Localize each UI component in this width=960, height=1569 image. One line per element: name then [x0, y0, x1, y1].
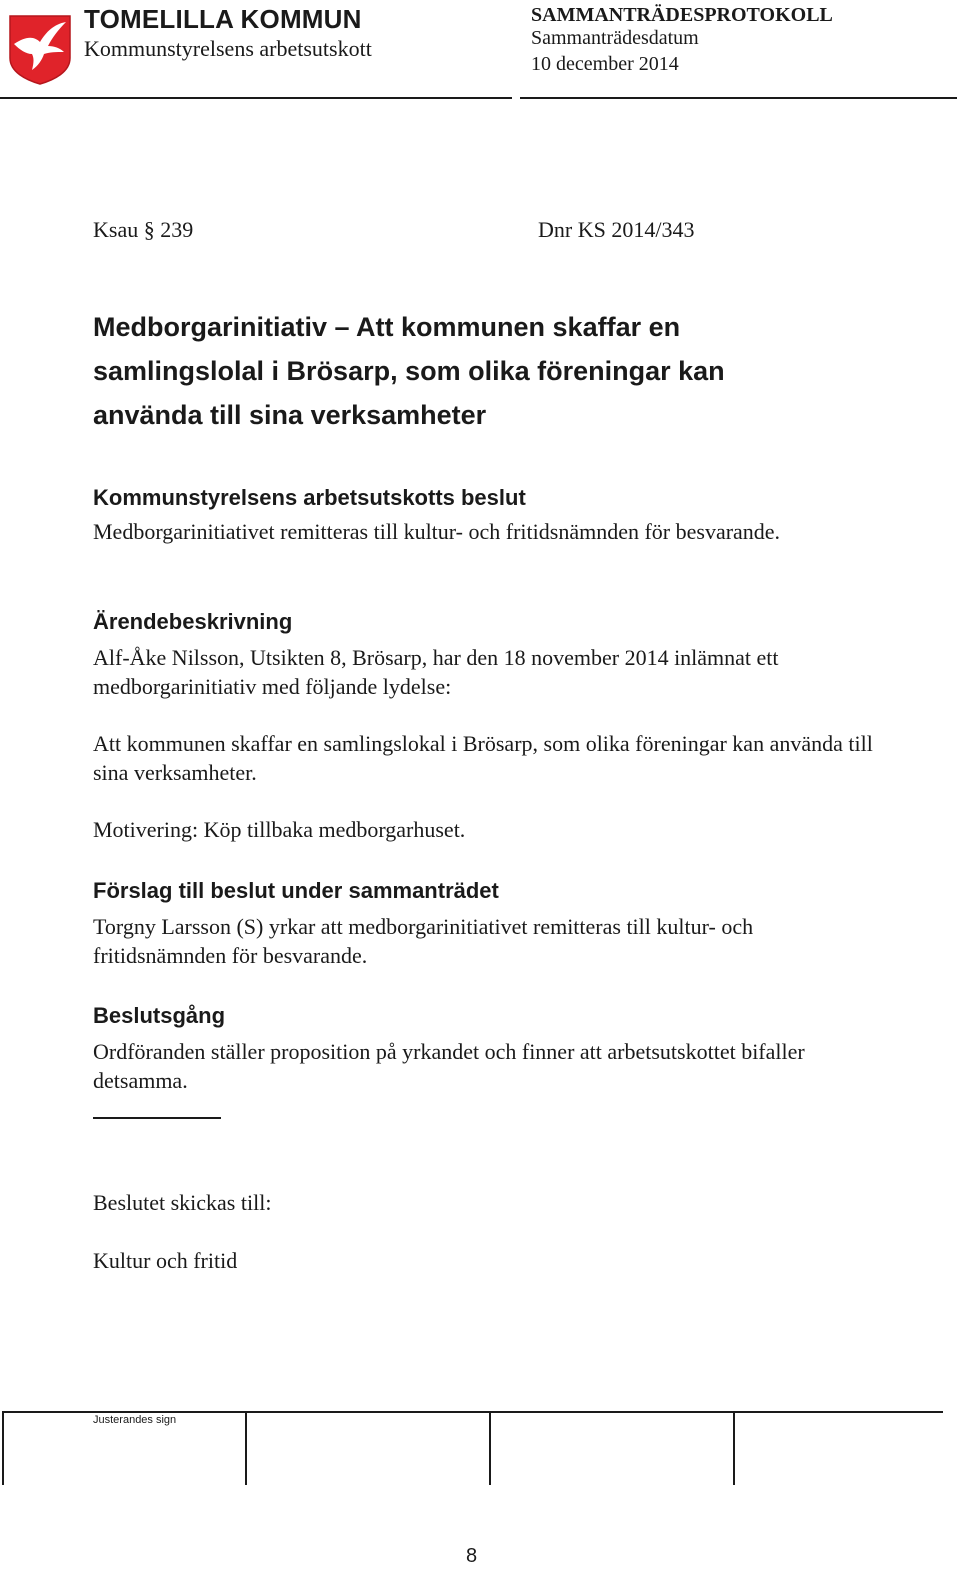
meeting-date-label: Sammanträdesdatum [531, 27, 699, 49]
organization-name: TOMELILLA KOMMUN [84, 4, 362, 34]
signature-cell [2, 1413, 4, 1485]
coat-of-arms-icon [8, 14, 72, 86]
signature-cell [733, 1413, 735, 1485]
page-number: 8 [466, 1545, 478, 1567]
case-paragraph-reference: Ksau § 239 [93, 217, 194, 242]
section-text-proposal: Torgny Larsson (S) yrkar att medborgarinitiativet remitteras till kultur- och fritidsnämnden för besvarande. [93, 914, 754, 968]
meeting-date-value: 10 december 2014 [531, 53, 679, 75]
signature-label: Justerandes sign [93, 1414, 177, 1426]
distribution-label: Beslutet skickas till: [93, 1190, 272, 1215]
section-end-divider [93, 1117, 221, 1119]
signature-cell [245, 1413, 247, 1485]
section-heading-decision: Kommunstyrelsens arbetsutskotts beslut [93, 485, 526, 510]
section-heading-proposal: Förslag till beslut under sammanträdet [93, 878, 499, 903]
section-text-decision-procedure: Ordföranden ställer proposition på yrkandet och finner att arbetsutskottet bifaller detsamma. [93, 1039, 805, 1093]
document-title: Medborgarinitiativ – Att kommunen skaffar en samlingslolal i Brösarp, som olika föreningar kan använda till sina verksamheter [93, 312, 725, 430]
section-text-decision: Medborgarinitiativet remitteras till kultur- och fritidsnämnden för besvarande. [93, 519, 781, 544]
organization-unit: Kommunstyrelsens arbetsutskott [84, 36, 372, 61]
case-description-paragraph: Alf-Åke Nilsson, Utsikten 8, Brösarp, har den 18 november 2014 inlämnat ett medborgarinitiativ med följande lydelse: [93, 645, 779, 699]
distribution-recipient: Kultur och fritid [93, 1248, 238, 1273]
initiative-text-paragraph: Att kommunen skaffar en samlingslokal i Brösarp, som olika föreningar kan använda till sina verksamheter. [93, 731, 873, 785]
signature-cell [489, 1413, 491, 1485]
motivation-paragraph: Motivering: Köp tillbaka medborgarhuset. [93, 817, 466, 842]
case-diary-number: Dnr KS 2014/343 [538, 217, 695, 242]
header-divider-right [520, 97, 957, 99]
section-heading-decision-procedure: Beslutsgång [93, 1003, 226, 1028]
header-divider-left [0, 97, 512, 99]
document-type: SAMMANTRÄDESPROTOKOLL [531, 4, 833, 26]
section-heading-case-description: Ärendebeskrivning [93, 609, 293, 634]
